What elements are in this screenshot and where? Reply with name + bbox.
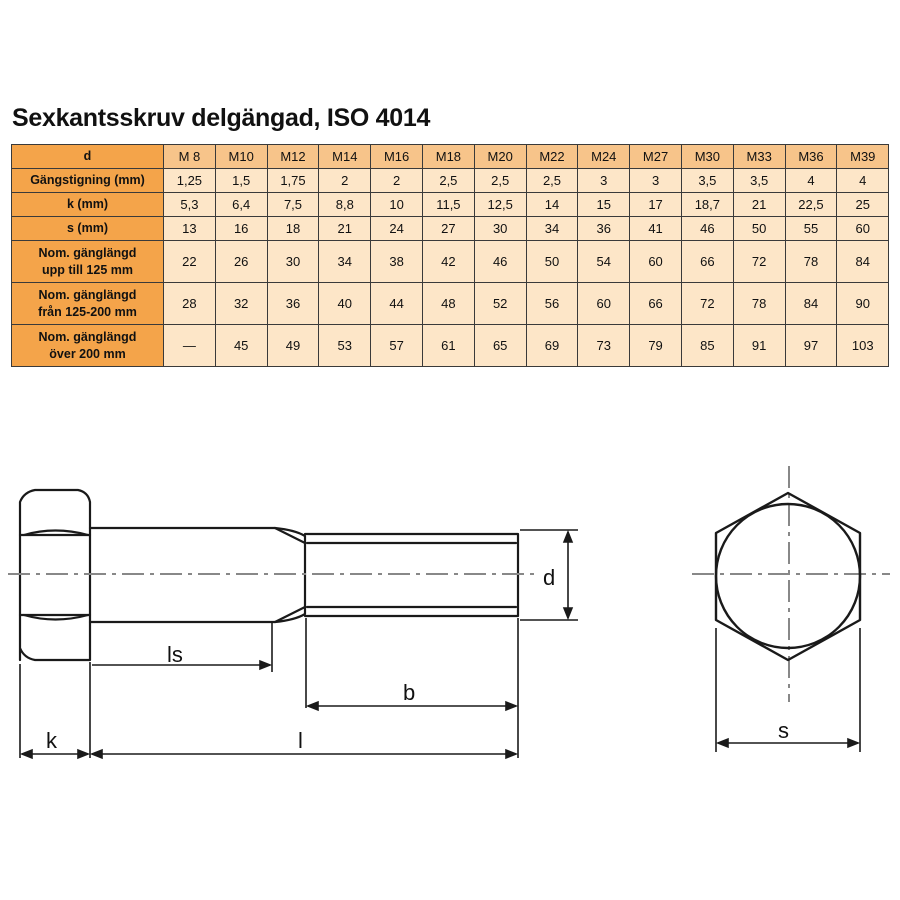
row-label-line: från 125-200 mm — [38, 304, 137, 319]
table-cell: 10 — [371, 193, 423, 217]
size-header-cell: M12 — [267, 145, 319, 169]
table-cell: 36 — [578, 217, 630, 241]
table-cell: 2,5 — [526, 169, 578, 193]
dim-label-b: b — [403, 680, 416, 705]
table-cell: 69 — [526, 325, 578, 367]
table-cell: 3,5 — [681, 169, 733, 193]
table-cell: 34 — [319, 241, 371, 283]
table-cell: 42 — [422, 241, 474, 283]
table-cell: 45 — [215, 325, 267, 367]
row-label-line: upp till 125 mm — [42, 262, 133, 277]
table-cell: 1,25 — [164, 169, 216, 193]
table-cell: 4 — [785, 169, 837, 193]
table-cell: 1,5 — [215, 169, 267, 193]
table-cell: 84 — [837, 241, 889, 283]
row-label — [12, 283, 164, 325]
table-cell: 21 — [319, 217, 371, 241]
table-cell: 50 — [733, 217, 785, 241]
table-cell: 40 — [319, 283, 371, 325]
table-cell: 25 — [837, 193, 889, 217]
table-cell: 60 — [630, 241, 682, 283]
table-cell: 27 — [422, 217, 474, 241]
table-cell: 65 — [474, 325, 526, 367]
table-row — [12, 193, 889, 217]
size-header-cell: M20 — [474, 145, 526, 169]
size-header-cell: M22 — [526, 145, 578, 169]
table-cell: 41 — [630, 217, 682, 241]
table-cell: 57 — [371, 325, 423, 367]
table-cell: 73 — [578, 325, 630, 367]
table-row — [12, 169, 889, 193]
table-cell: 34 — [526, 217, 578, 241]
size-header-cell: M16 — [371, 145, 423, 169]
table-cell: 21 — [733, 193, 785, 217]
header-label: d — [12, 145, 164, 169]
table-cell: 30 — [267, 241, 319, 283]
table-cell: 26 — [215, 241, 267, 283]
size-header-row — [12, 145, 889, 169]
table-cell: 49 — [267, 325, 319, 367]
table-cell: 66 — [681, 241, 733, 283]
table-cell: 1,75 — [267, 169, 319, 193]
table-cell: 2 — [371, 169, 423, 193]
table-cell: 22,5 — [785, 193, 837, 217]
row-label-line: Nom. gänglängd — [38, 287, 137, 302]
row-label — [12, 169, 164, 193]
table-cell: 48 — [422, 283, 474, 325]
table-row — [12, 241, 889, 283]
table-cell: 97 — [785, 325, 837, 367]
dim-label-d: d — [543, 565, 556, 590]
table-cell: 50 — [526, 241, 578, 283]
table-cell: 15 — [578, 193, 630, 217]
row-label — [12, 325, 164, 367]
table-cell: 17 — [630, 193, 682, 217]
table-cell: 60 — [578, 283, 630, 325]
table-cell: 52 — [474, 283, 526, 325]
table-cell: 2 — [319, 169, 371, 193]
size-header-cell: M36 — [785, 145, 837, 169]
table-cell: 18 — [267, 217, 319, 241]
table-cell: 28 — [164, 283, 216, 325]
table-row — [12, 283, 889, 325]
table-cell: 30 — [474, 217, 526, 241]
table-cell: 36 — [267, 283, 319, 325]
row-label-line: Gängstigning (mm) — [30, 173, 145, 187]
size-header-cell: M30 — [681, 145, 733, 169]
row-label-line: Nom. gänglängd — [38, 245, 137, 260]
dim-label-l: l — [298, 728, 303, 753]
table-cell: 32 — [215, 283, 267, 325]
table-cell: 72 — [681, 283, 733, 325]
table-cell: 11,5 — [422, 193, 474, 217]
size-header-cell: M24 — [578, 145, 630, 169]
table-cell: 44 — [371, 283, 423, 325]
table-cell: 18,7 — [681, 193, 733, 217]
size-header-cell: M33 — [733, 145, 785, 169]
table-cell: 55 — [785, 217, 837, 241]
table-cell: 78 — [785, 241, 837, 283]
table-cell: 85 — [681, 325, 733, 367]
row-label — [12, 217, 164, 241]
row-label-line: s (mm) — [67, 221, 108, 235]
table-cell: — — [164, 325, 216, 367]
table-cell: 3,5 — [733, 169, 785, 193]
table-cell: 91 — [733, 325, 785, 367]
table-cell: 6,4 — [215, 193, 267, 217]
table-cell: 46 — [474, 241, 526, 283]
size-header-cell: M14 — [319, 145, 371, 169]
spec-table — [11, 144, 889, 367]
table-row — [12, 217, 889, 241]
row-label-line: k (mm) — [67, 197, 108, 211]
table-cell: 61 — [422, 325, 474, 367]
table-cell: 72 — [733, 241, 785, 283]
table-cell: 24 — [371, 217, 423, 241]
table-cell: 66 — [630, 283, 682, 325]
table-cell: 90 — [837, 283, 889, 325]
size-header-cell: M 8 — [164, 145, 216, 169]
table-cell: 22 — [164, 241, 216, 283]
bolt-thread — [305, 534, 518, 616]
table-cell: 53 — [319, 325, 371, 367]
row-label — [12, 241, 164, 283]
table-cell: 14 — [526, 193, 578, 217]
table-cell: 78 — [733, 283, 785, 325]
table-cell: 46 — [681, 217, 733, 241]
table-cell: 79 — [630, 325, 682, 367]
size-header-cell: M18 — [422, 145, 474, 169]
dim-label-s: s — [778, 718, 789, 743]
table-cell: 13 — [164, 217, 216, 241]
table-cell: 84 — [785, 283, 837, 325]
table-cell: 3 — [578, 169, 630, 193]
table-cell: 2,5 — [474, 169, 526, 193]
table-cell: 3 — [630, 169, 682, 193]
page-title: Sexkantsskruv delgängad, ISO 4014 — [12, 104, 431, 132]
table-cell: 54 — [578, 241, 630, 283]
table-cell: 60 — [837, 217, 889, 241]
table-cell: 2,5 — [422, 169, 474, 193]
table-cell: 12,5 — [474, 193, 526, 217]
dim-label-k: k — [46, 728, 57, 753]
size-header-cell: M39 — [837, 145, 889, 169]
dim-label-ls: ls — [167, 642, 183, 667]
table-cell: 8,8 — [319, 193, 371, 217]
row-label-line: Nom. gänglängd — [38, 329, 137, 344]
bolt-drawing — [0, 440, 900, 780]
size-header-cell: M27 — [630, 145, 682, 169]
table-cell: 5,3 — [164, 193, 216, 217]
table-cell: 56 — [526, 283, 578, 325]
table-cell: 4 — [837, 169, 889, 193]
table-cell: 103 — [837, 325, 889, 367]
row-label — [12, 193, 164, 217]
size-header-cell: M10 — [215, 145, 267, 169]
row-label-line: över 200 mm — [49, 346, 126, 361]
table-cell: 7,5 — [267, 193, 319, 217]
table-cell: 38 — [371, 241, 423, 283]
table-cell: 16 — [215, 217, 267, 241]
table-row — [12, 325, 889, 367]
